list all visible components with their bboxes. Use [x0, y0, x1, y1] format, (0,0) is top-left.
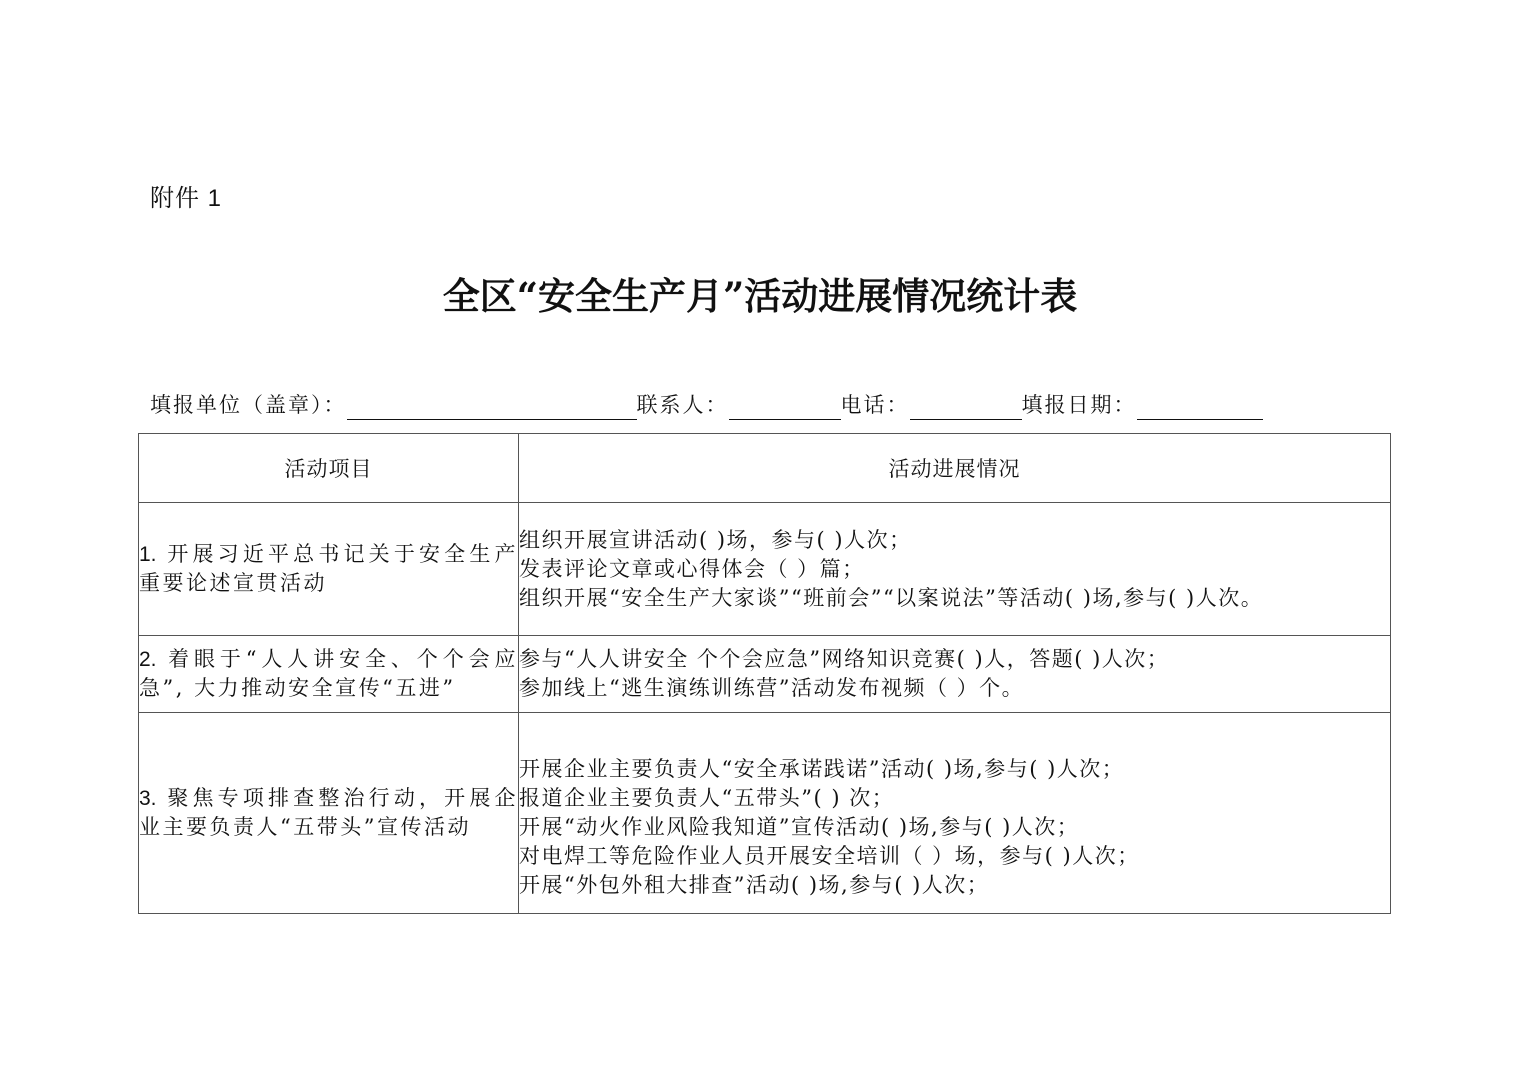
progress-line: 开展“动火作业风险我知道”宣传活动( )场,参与( )人次；: [519, 814, 1080, 839]
unit-field[interactable]: [347, 391, 637, 420]
progress-line: 开展“外包外租大排查”活动( )场,参与( )人次；: [519, 872, 990, 897]
progress-line: 组织开展“安全生产大家谈”“班前会”“以案说法”等活动( )场,参与( )人次。: [519, 585, 1264, 610]
phone-field[interactable]: [910, 391, 1022, 420]
contact-label: 联系人：: [636, 393, 729, 417]
unit-label: 填报单位（盖章）：: [150, 393, 347, 417]
table-row: [139, 713, 1391, 914]
progress-line: 组织开展宣讲活动( )场，参与( )人次；: [519, 527, 912, 552]
table-row: [139, 636, 1391, 713]
progress-line: 参与“人人讲安全 个个会应急”网络知识竞赛( )人，答题( )人次；: [519, 647, 1170, 671]
header-item: 活动项目: [139, 434, 519, 503]
item-cell: 3. 聚焦专项排查整治行动，开展企业主要负责人“五带头”宣传活动: [139, 713, 519, 914]
table-header-row: [139, 434, 1391, 503]
attachment-label: 附件 1: [150, 185, 223, 212]
item-cell: 1. 开展习近平总书记关于安全生产重要论述宣贯活动: [139, 503, 519, 636]
progress-line: 参加线上“逃生演练训练营”活动发布视频（ ）个。: [519, 676, 1025, 700]
item-cell: 2. 着眼于“人人讲安全、个个会应急”, 大力推动安全宣传“五进”: [139, 636, 519, 713]
date-label: 填报日期：: [1021, 393, 1137, 417]
progress-line: 发表评论文章或心得体会（ ）篇；: [519, 556, 865, 581]
page-title: 全区“安全生产月”活动进展情况统计表: [442, 274, 1078, 318]
header-progress: 活动进展情况: [519, 434, 1391, 503]
progress-cell[interactable]: [519, 713, 1391, 914]
progress-line: 开展企业主要负责人“安全承诺践诺”活动( )场,参与( )人次；: [519, 756, 1125, 781]
progress-cell[interactable]: [519, 636, 1391, 713]
stats-table: [138, 433, 1391, 914]
phone-label: 电话：: [840, 393, 910, 417]
table-row: [139, 503, 1391, 636]
contact-field[interactable]: [729, 391, 841, 420]
progress-line: 对电焊工等危险作业人员开展安全培训（ ）场，参与( )人次；: [519, 843, 1140, 868]
progress-line: 报道企业主要负责人“五带头”( ) 次；: [519, 785, 895, 810]
date-field[interactable]: [1137, 391, 1263, 420]
progress-cell[interactable]: [519, 503, 1391, 636]
form-fields: [150, 388, 1263, 420]
